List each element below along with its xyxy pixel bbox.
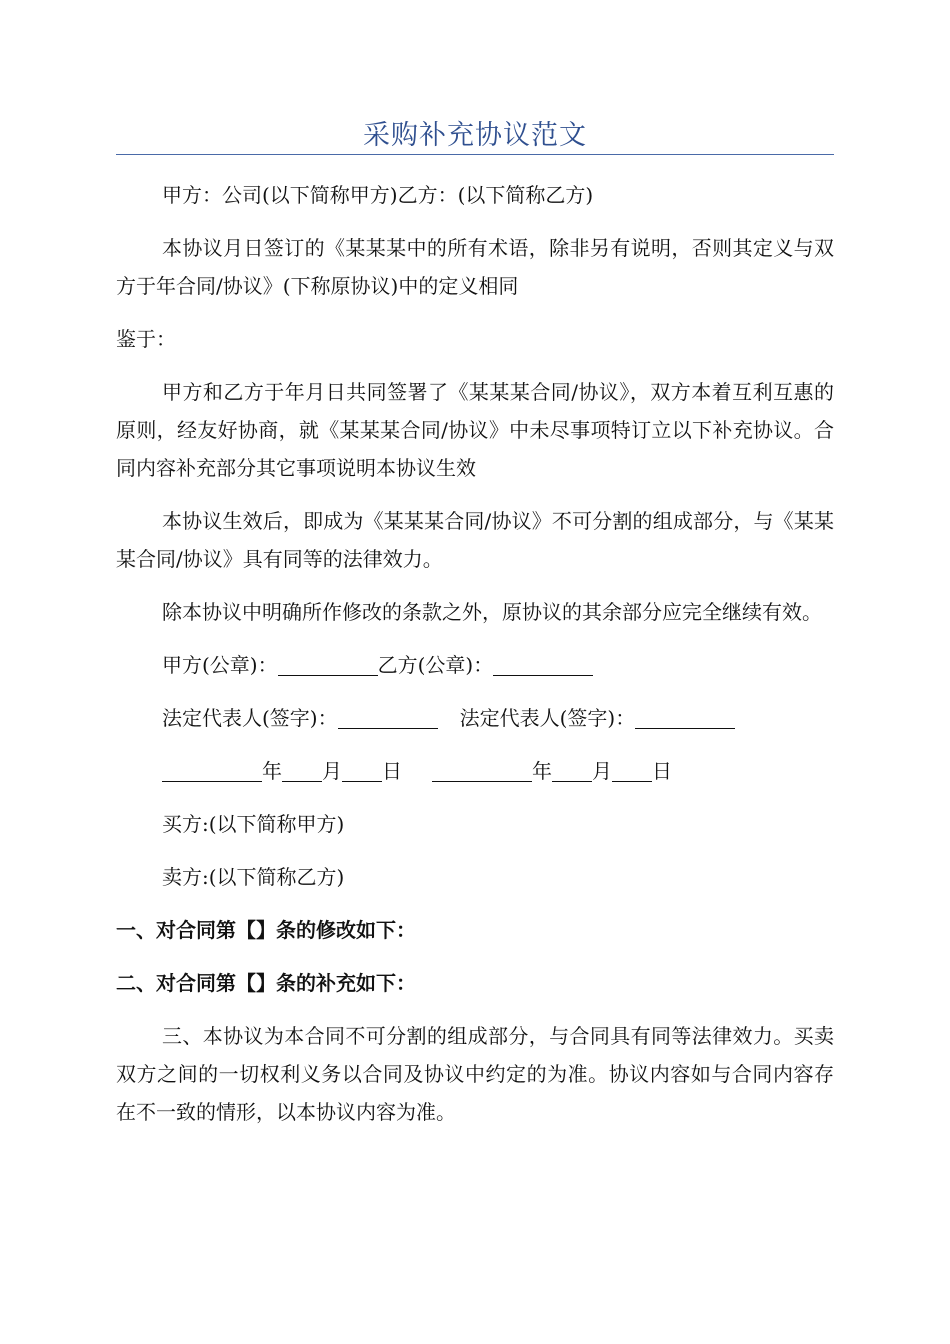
section-two-heading: 二、对合同第【】条的补充如下： [116,971,416,995]
party-a-rep-blank [338,702,438,729]
party-a-year-label: 年 [262,759,282,783]
validity-paragraph: 除本协议中明确所作修改的条款之外，原协议的其余部分应完全继续有效。 [162,600,822,624]
party-a-month-label: 月 [322,759,342,783]
party-b-day-label: 日 [652,759,672,783]
whereas-label: 鉴于： [116,327,176,351]
document-body [116,176,834,1146]
parties-line: 甲方：公司(以下简称甲方)乙方：(以下简称乙方) [162,183,594,207]
section-one-heading: 一、对合同第【】条的修改如下： [116,918,416,942]
party-b-year-blank [432,755,532,782]
background-paragraph: 甲方和乙方于年月日共同签署了《某某某合同/协议》，双方本着互利互惠的原则，经友好协商，就《某某某合同/协议》中未尽事项特订立以下补充协议。合同内容补充部分其它事项说明本协议生效 [116,380,834,480]
party-a-day-blank [342,755,382,782]
section-three-paragraph: 三、本协议为本合同不可分割的组成部分，与合同具有同等法律效力。买卖双方之间的一切权利义务以合同及协议中约定的为准。协议内容如与合同内容存在不一致的情形，以本协议内容为准。 [116,1024,834,1124]
terms-paragraph: 本协议月日签订的《某某某中的所有术语，除非另有说明，否则其定义与双方于年合同/协议》(下称原协议)中的定义相同 [116,236,834,298]
party-b-day-blank [612,755,652,782]
party-a-seal-blank [278,649,378,676]
seller-line: 卖方:(以下简称乙方) [162,865,345,889]
party-b-rep-blank [635,702,735,729]
party-b-seal-blank [493,649,593,676]
effect-paragraph: 本协议生效后，即成为《某某某合同/协议》不可分割的组成部分，与《某某某合同/协议》具有同等的法律效力。 [116,509,834,571]
party-b-month-label: 月 [592,759,612,783]
party-b-year-label: 年 [532,759,552,783]
party-a-month-blank [282,755,322,782]
party-a-seal-label: 甲方(公章)： [162,653,278,677]
party-b-seal-label: 乙方(公章)： [377,653,494,677]
party-a-day-label: 日 [382,759,402,783]
title-underline [116,154,834,155]
document-title: 采购补充协议范文 [363,120,587,151]
party-a-year-blank [162,755,262,782]
representative-line [116,699,834,737]
party-b-month-blank [552,755,592,782]
party-a-rep-label: 法定代表人(签字)： [162,706,338,730]
party-b-rep-label: 法定代表人(签字)： [459,706,636,730]
seal-line [116,646,834,684]
date-line [116,752,834,790]
buyer-line: 买方:(以下简称甲方) [162,812,345,836]
